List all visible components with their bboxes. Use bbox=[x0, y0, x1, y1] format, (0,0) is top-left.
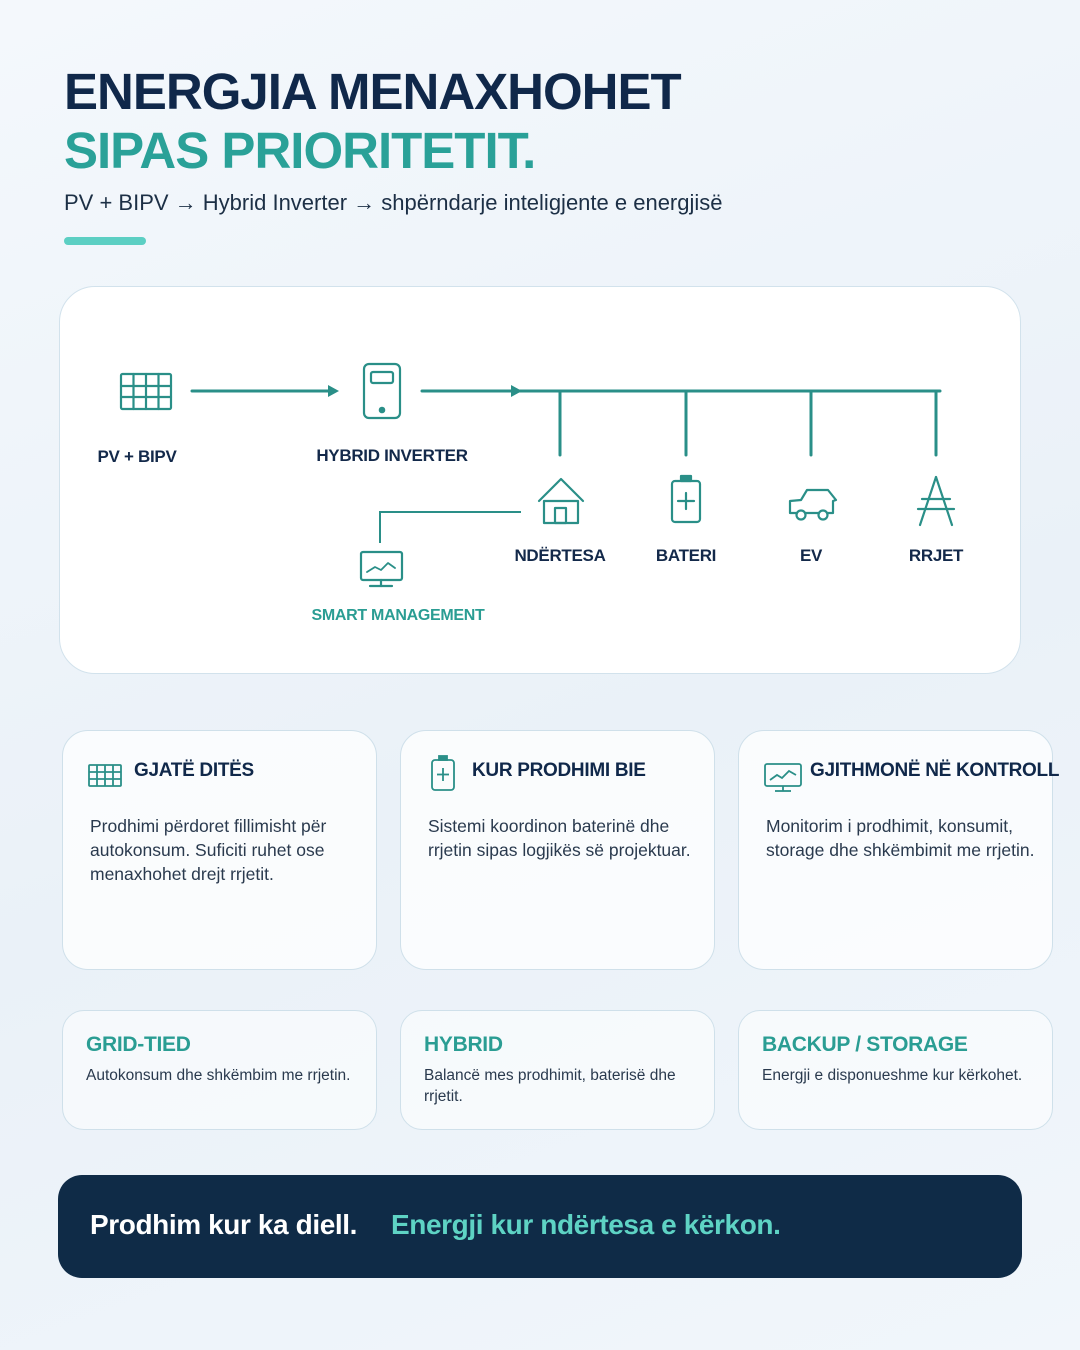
node-label-smart-management: SMART MANAGEMENT bbox=[311, 607, 485, 624]
info-card-low-production bbox=[400, 730, 715, 970]
inverter-icon bbox=[364, 364, 400, 418]
energy-flow-diagram bbox=[59, 286, 1021, 674]
info-card-title: KUR PRODHIMI BIE bbox=[472, 760, 646, 781]
mode-card-backup-storage bbox=[738, 1010, 1053, 1130]
smart-management-link bbox=[380, 512, 521, 543]
info-card-title: GJITHMONË NË KONTROLL bbox=[810, 760, 1060, 781]
mode-card-title: HYBRID bbox=[424, 1033, 503, 1056]
node-label-inverter: HYBRID INVERTER bbox=[316, 446, 468, 465]
car-icon bbox=[790, 490, 836, 520]
tagline-left: Prodhim kur ka diell. bbox=[90, 1209, 358, 1240]
info-card-body: Monitorim i prodhimit, konsumit, storage dhe shkëmbimit me rrjetin. bbox=[766, 816, 1035, 860]
info-card-control bbox=[738, 730, 1060, 970]
solar-panel-icon bbox=[121, 374, 171, 409]
page-title-line2: SIPAS PRIORITETIT. bbox=[64, 122, 536, 179]
mode-card-body: Balancë mes prodhimit, baterisë dhe rrjetit. bbox=[424, 1067, 676, 1105]
page-subtitle: PV + BIPV → Hybrid Inverter → shpërndarje inteligjente e energjisë bbox=[64, 190, 723, 215]
page-title-line1: ENERGJIA MENAXHOHET bbox=[64, 63, 681, 120]
mode-card-title: BACKUP / STORAGE bbox=[762, 1033, 968, 1056]
node-label-pv: PV + BIPV bbox=[97, 447, 177, 466]
info-card-daytime bbox=[62, 730, 377, 970]
info-card-title: GJATË DITËS bbox=[134, 760, 254, 781]
node-label-ev: EV bbox=[799, 546, 823, 565]
tagline-right: Energji kur ndërtesa e kërkon. bbox=[391, 1209, 781, 1240]
arrow-head-1 bbox=[328, 385, 339, 397]
mode-card-body: Autokonsum dhe shkëmbim me rrjetin. bbox=[86, 1067, 351, 1084]
node-label-grid: RRJET bbox=[908, 546, 964, 565]
arrow-head-2 bbox=[511, 385, 522, 397]
monitor-icon bbox=[763, 761, 803, 795]
mode-card-grid-tied bbox=[62, 1010, 377, 1130]
node-label-building: NDËRTESA bbox=[514, 546, 606, 565]
flow-lines bbox=[192, 391, 940, 455]
pylon-icon bbox=[918, 477, 954, 525]
node-label-battery: BATERI bbox=[655, 546, 717, 565]
battery-icon bbox=[425, 753, 461, 793]
mode-card-body: Energji e disponueshme kur kërkohet. bbox=[762, 1067, 1023, 1084]
monitor-chart-icon bbox=[361, 552, 402, 586]
battery-icon bbox=[672, 476, 700, 522]
flow-diagram-graphic bbox=[60, 287, 1022, 675]
accent-bar bbox=[64, 237, 146, 245]
solar-panel-icon bbox=[87, 761, 123, 789]
house-icon bbox=[539, 479, 583, 523]
info-card-body: Sistemi koordinon baterinë dhe rrjetin sipas logjikës së projektuar. bbox=[428, 816, 691, 860]
mode-card-hybrid bbox=[400, 1010, 715, 1130]
info-card-body: Prodhimi përdoret fillimisht për autokonsum. Suficiti ruhet ose menaxhohet drejt rrjetit. bbox=[90, 816, 327, 884]
mode-card-title: GRID-TIED bbox=[86, 1033, 191, 1056]
tagline-banner bbox=[58, 1175, 1022, 1278]
